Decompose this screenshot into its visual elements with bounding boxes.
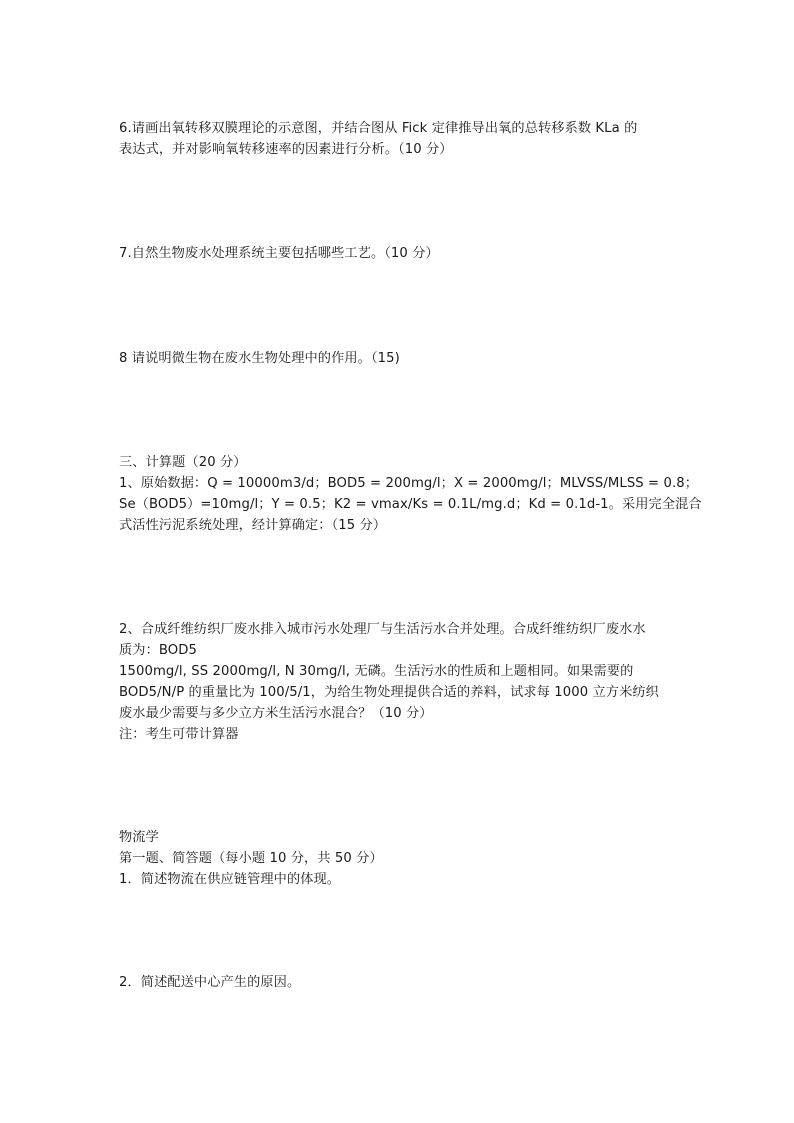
logistics-question-2: 2．简述配送中心产生的原因。 <box>119 975 301 990</box>
calc-2-line-3: 1500mg/l, SS 2000mg/l, N 30mg/l, 无磷。生活污水的性质和上题相同。如果需要的 <box>119 664 634 679</box>
calc-1-line-1: 1、原始数据：Q = 10000m3/d；BOD5 = 200mg/l；X = 2000mg/l；MLVSS/MLSS = 0.8； <box>119 476 699 491</box>
question-8-line-1: 8 请说明微生物在废水生物处理中的作用。（15) <box>119 351 400 366</box>
calculator-note: 注：考生可带计算器 <box>119 727 239 742</box>
section-3-heading: 三、计算题（20 分） <box>119 455 247 470</box>
calc-2-line-4: BOD5/N/P 的重量比为 100/5/1，为给生物处理提供合适的养料，试求每 1000 立方米纺织 <box>119 685 659 700</box>
calc-2-line-5: 废水最少需要与多少立方米生活污水混合？（10 分） <box>119 706 433 721</box>
calc-2-line-2: 质为：BOD5 <box>119 643 198 658</box>
question-6-line-1: 6.请画出氧转移双膜理论的示意图，并结合图从 Fick 定律推导出氧的总转移系数 KLa 的 <box>119 121 638 136</box>
logistics-section-1-heading: 第一题、简答题（每小题 10 分，共 50 分） <box>119 851 383 866</box>
logistics-question-1: 1．简述物流在供应链管理中的体现。 <box>119 872 341 887</box>
calc-2-line-1: 2、合成纤维纺织厂废水排入城市污水处理厂与生活污水合并处理。合成纤维纺织厂废水水 <box>119 622 646 637</box>
calc-1-line-2: Se（BOD5）=10mg/l；Y = 0.5；K2 = vmax/Ks = 0.1L/mg.d；Kd = 0.1d-1。采用完全混合 <box>119 497 702 512</box>
calc-1-line-3: 式活性污泥系统处理，经计算确定：（15 分） <box>119 518 387 533</box>
question-6-line-2: 表达式，并对影响氧转移速率的因素进行分析。（10 分） <box>119 142 453 157</box>
logistics-title: 物流学 <box>119 830 159 845</box>
question-7-line-1: 7.自然生物废水处理系统主要包括哪些工艺。（10 分） <box>119 246 439 261</box>
